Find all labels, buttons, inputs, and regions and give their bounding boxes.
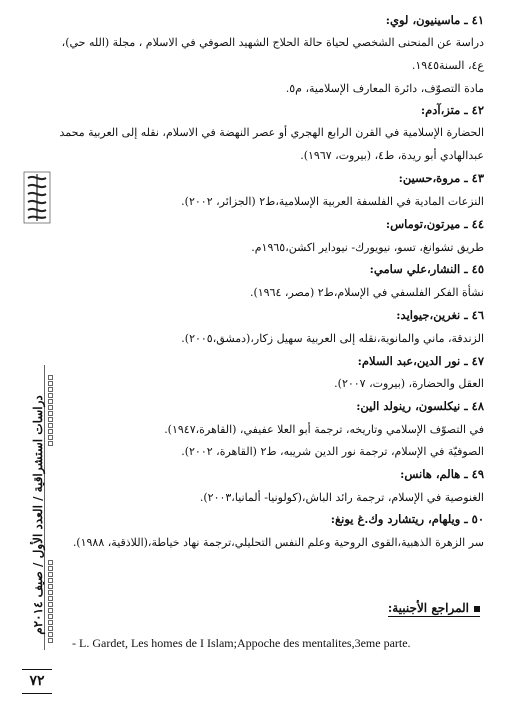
decorative-boxes — [48, 560, 54, 643]
entry-line: الصوفيّة في الإسلام، ترجمة نور الدين شريبه، ط٢ (القاهرة، ٢٠٠٢). — [181, 445, 484, 458]
entry-heading: ٤٦ ـ نغرين،جيوايد: — [396, 308, 484, 322]
foreign-reference-item: - L. Gardet, Les homes de I Islam;Appoche des mentalites,3eme parte. — [72, 636, 411, 650]
entry-line: الغنوصية في الإسلام، ترجمة رائد الباش،(كولونيا- ألمانيا،٢٠٠٣). — [199, 491, 484, 504]
entry-heading: ٤٩ ـ هالم، هانس: — [400, 467, 484, 481]
entry-line: سر الزهرة الذهبية،القوى الروحية وعلم النفس التحليلي،ترجمة نهاد خياطة،(اللاذقية، ١٩٨٨). — [72, 536, 484, 549]
entry-line: في التصوّف الإسلامي وتاريخه، ترجمة أبو العلا عفيفي، (القاهرة،١٩٤٧). — [164, 423, 484, 436]
entry-line: طريق تشوانغ، تسو، نيويورك- نيوداير اكشن،١٩٦٥م. — [251, 241, 484, 254]
journal-title: دراسات استشراقية / العدد الأول / صيف ٢٠١٤م — [31, 395, 45, 635]
entry-line: الحضارة الإسلامية في القرن الرابع الهجري أو عصر النهضة في الاسلام، نقله إلى العربية محمد — [59, 126, 484, 139]
entry-line: العقل والحضارة، (بيروت، ٢٠٠٧). — [334, 377, 484, 390]
page-number-rule — [22, 693, 52, 694]
entry-heading: ٤٥ ـ النشار،علي سامي: — [369, 262, 484, 276]
entry-heading: ٤٨ ـ نيكلسون، رينولد الين: — [356, 399, 484, 413]
page-number: ٧٢ — [29, 673, 45, 689]
entry-line: ع٤، السنة١٩٤٥. — [411, 59, 484, 72]
section-title-text: المراجع الأجنبية: — [387, 601, 469, 615]
foreign-references-heading — [388, 601, 480, 617]
entry-heading: ٤٣ ـ مروة،حسين: — [398, 171, 484, 185]
entry-heading: ٤٤ ـ ميرتون،توماس: — [385, 217, 484, 231]
entry-heading: ٤٧ ـ نور الدين،عبد السلام: — [357, 354, 484, 368]
decorative-boxes — [48, 375, 54, 446]
page-number-rule — [22, 669, 52, 670]
square-bullet-icon — [474, 606, 480, 612]
entry-line: مادة التصوّف، دائرة المعارف الإسلامية، م٥. — [285, 82, 484, 95]
entry-line: عبدالهادي أبو ريدة، ط٤، (بيروت، ١٩٦٧). — [300, 149, 484, 162]
entry-line: النزعات المادية في الفلسفة العربية الإسلامية،ط٢ (الجزائر، ٢٠٠٢). — [181, 195, 484, 208]
entry-heading: ٤١ ـ ماسينيون، لوي: — [385, 13, 484, 27]
entry-line: الزندقة، ماني والمانوية،نقله إلى العربية سهيل زكار،(دمشق،٢٠٠٥). — [181, 332, 484, 345]
journal-logo — [22, 170, 52, 225]
entry-line: دراسة عن المنحنى الشخصي لحياة حالة الحلاج الشهيد الصوفي في الاسلام ، مجلة (الله حي)، — [61, 36, 484, 49]
entry-heading: ٤٢ ـ متز،آدم: — [420, 103, 484, 117]
entry-heading: ٥٠ ـ ويلهام، ريتشارد وك.غ يونغ: — [330, 512, 484, 526]
entry-line: نشأة الفكر الفلسفي في الإسلام،ط٢ (مصر، ١٩٦٤). — [249, 286, 484, 299]
